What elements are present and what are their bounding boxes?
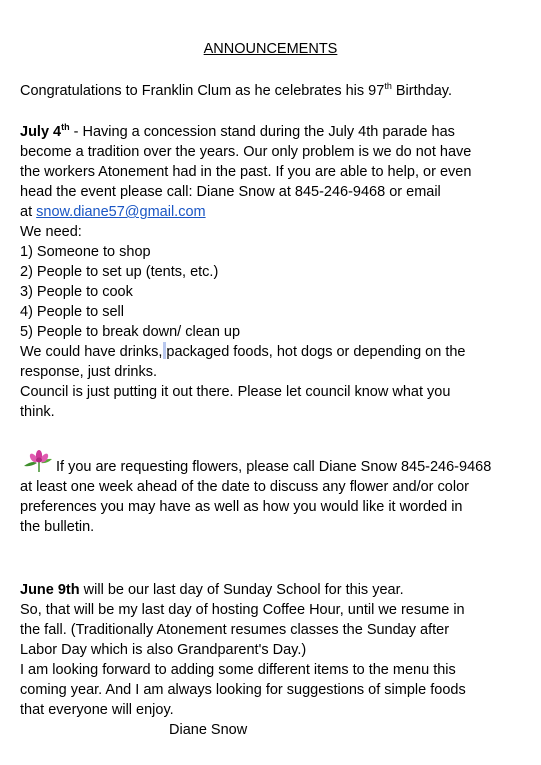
july-line-4: head the event please call: Diane Snow at 845-246-9468 or email bbox=[20, 184, 441, 200]
flowers-line-4: the bulletin. bbox=[20, 519, 95, 535]
flowers-line-3: preferences you may have as well as how you would like it worded in bbox=[20, 499, 463, 515]
birthday-text-end: Birthday. bbox=[391, 83, 453, 99]
flowers-line-2: at least one week ahead of the date to discuss any flower and/or color bbox=[20, 479, 469, 495]
july-heading: July 4th bbox=[20, 122, 70, 140]
flowers-line-1: If you are requesting flowers, please call Diane Snow 845-246-9468 bbox=[56, 459, 492, 475]
drinks-line-1: We could have drinks, packaged foods, hot dogs or depending on the bbox=[20, 344, 466, 360]
birthday-suffix: th bbox=[384, 81, 392, 92]
june-heading: June 9th bbox=[20, 582, 80, 598]
email-link[interactable]: snow.diane57@gmail.com bbox=[36, 204, 206, 220]
june-line-6: coming year. And I am always looking for suggestions of simple foods bbox=[20, 682, 466, 698]
signature: Diane Snow bbox=[169, 722, 248, 738]
july-line-1-text: - Having a concession stand during the July 4th parade has bbox=[69, 124, 455, 140]
birthday-line bbox=[20, 81, 452, 101]
june-line-2: So, that will be my last day of hosting Coffee Hour, until we resume in bbox=[20, 602, 465, 618]
need-item: 1) Someone to shop bbox=[20, 244, 151, 260]
council-line-1: Council is just putting it out there. Please let council know what you bbox=[20, 384, 451, 400]
july-line-3: the workers Atonement had in the past. If you are able to help, or even bbox=[20, 164, 472, 180]
page-title: ANNOUNCEMENTS bbox=[203, 41, 338, 57]
june-line-5: I am looking forward to adding some different items to the menu this bbox=[20, 662, 456, 678]
july-line-1 bbox=[20, 122, 455, 142]
need-item: 3) People to cook bbox=[20, 284, 133, 300]
birthday-text: Congratulations to Franklin Clum as he celebrates his 97 bbox=[20, 83, 385, 99]
need-item: 4) People to sell bbox=[20, 304, 124, 320]
june-line-7: that everyone will enjoy. bbox=[20, 702, 174, 718]
need-item: 2) People to set up (tents, etc.) bbox=[20, 264, 219, 280]
need-item: 5) People to break down/ clean up bbox=[20, 324, 241, 340]
june-line-3: the fall. (Traditionally Atonement resumes classes the Sunday after bbox=[20, 622, 450, 638]
july-line-5: at snow.diane57@gmail.com bbox=[20, 204, 206, 220]
council-line-2: think. bbox=[20, 404, 55, 420]
drinks-line-2: response, just drinks. bbox=[20, 364, 158, 380]
june-line-4: Labor Day which is also Grandparent's Day.) bbox=[20, 642, 307, 658]
july-line-2: become a tradition over the years. Our only problem is we do not have bbox=[20, 144, 472, 160]
june-line-1: June 9th will be our last day of Sunday School for this year. bbox=[20, 582, 404, 598]
flower-icon bbox=[22, 446, 56, 474]
need-label: We need: bbox=[20, 224, 82, 240]
